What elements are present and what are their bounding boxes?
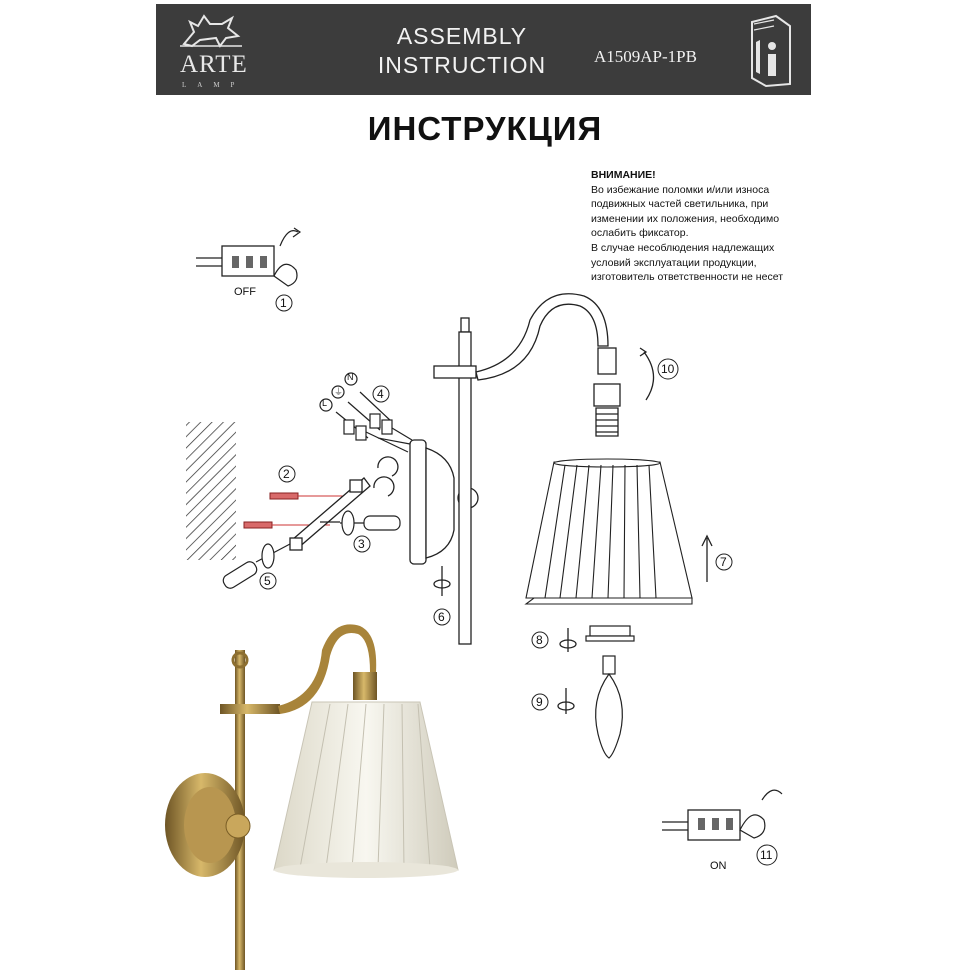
- step-4-number: 4: [377, 387, 384, 401]
- wire-label-live: L: [322, 398, 328, 408]
- step-1-number: 1: [280, 296, 287, 310]
- model-number: A1509AP-1PB: [594, 47, 697, 66]
- step-3-number: 3: [358, 537, 365, 551]
- step-6-number: 6: [438, 610, 445, 624]
- switch-on-label: ON: [710, 860, 727, 872]
- rotate-arrow-icon: [374, 457, 398, 496]
- warning-line: условий эксплуатации продукции,: [591, 256, 757, 269]
- title-line-1: ASSEMBLY: [396, 23, 528, 49]
- step-11-number: 11: [760, 848, 773, 862]
- title-line-2: INSTRUCTION: [377, 52, 547, 78]
- warning-line: В случае несоблюдения надлежащих: [591, 241, 775, 254]
- wire-label-neutral: N: [347, 372, 354, 382]
- warning-line: подвижных частей светильника, при: [591, 198, 769, 211]
- candle-bulb-drawing: [596, 656, 623, 758]
- switch-off-label: OFF: [234, 286, 256, 298]
- switch-off-illustration: [196, 228, 300, 286]
- shade-ring-drawing: [586, 626, 634, 641]
- warning-line: изготовитель ответственности не несет: [591, 271, 783, 284]
- step-7-number: 7: [720, 555, 727, 569]
- wire-label-earth: ⏚: [334, 387, 344, 397]
- brand-name: ARTE: [180, 51, 248, 78]
- warning-line: изменении их положения, необходимо: [591, 212, 780, 225]
- step-8-number: 8: [536, 633, 543, 647]
- step-10-number: 10: [661, 362, 675, 376]
- screwdriver-icon: [340, 511, 400, 535]
- wall-hatch: [186, 422, 236, 560]
- warning-line: Во избежание поломки и/или износа: [591, 183, 770, 196]
- step-2-number: 2: [283, 467, 290, 481]
- page-title-ru: ИНСТРУКЦИЯ: [367, 110, 603, 147]
- warning-line: ослабить фиксатор.: [591, 227, 689, 240]
- switch-on-illustration: [662, 790, 782, 840]
- brand-subtitle: LAMP: [182, 81, 246, 89]
- lampshade-drawing: [526, 459, 692, 604]
- step-5-number: 5: [264, 574, 271, 588]
- step-9-number: 9: [536, 695, 543, 709]
- warning-heading: ВНИМАНИЕ!: [591, 169, 656, 181]
- lamp-photo: [165, 624, 458, 970]
